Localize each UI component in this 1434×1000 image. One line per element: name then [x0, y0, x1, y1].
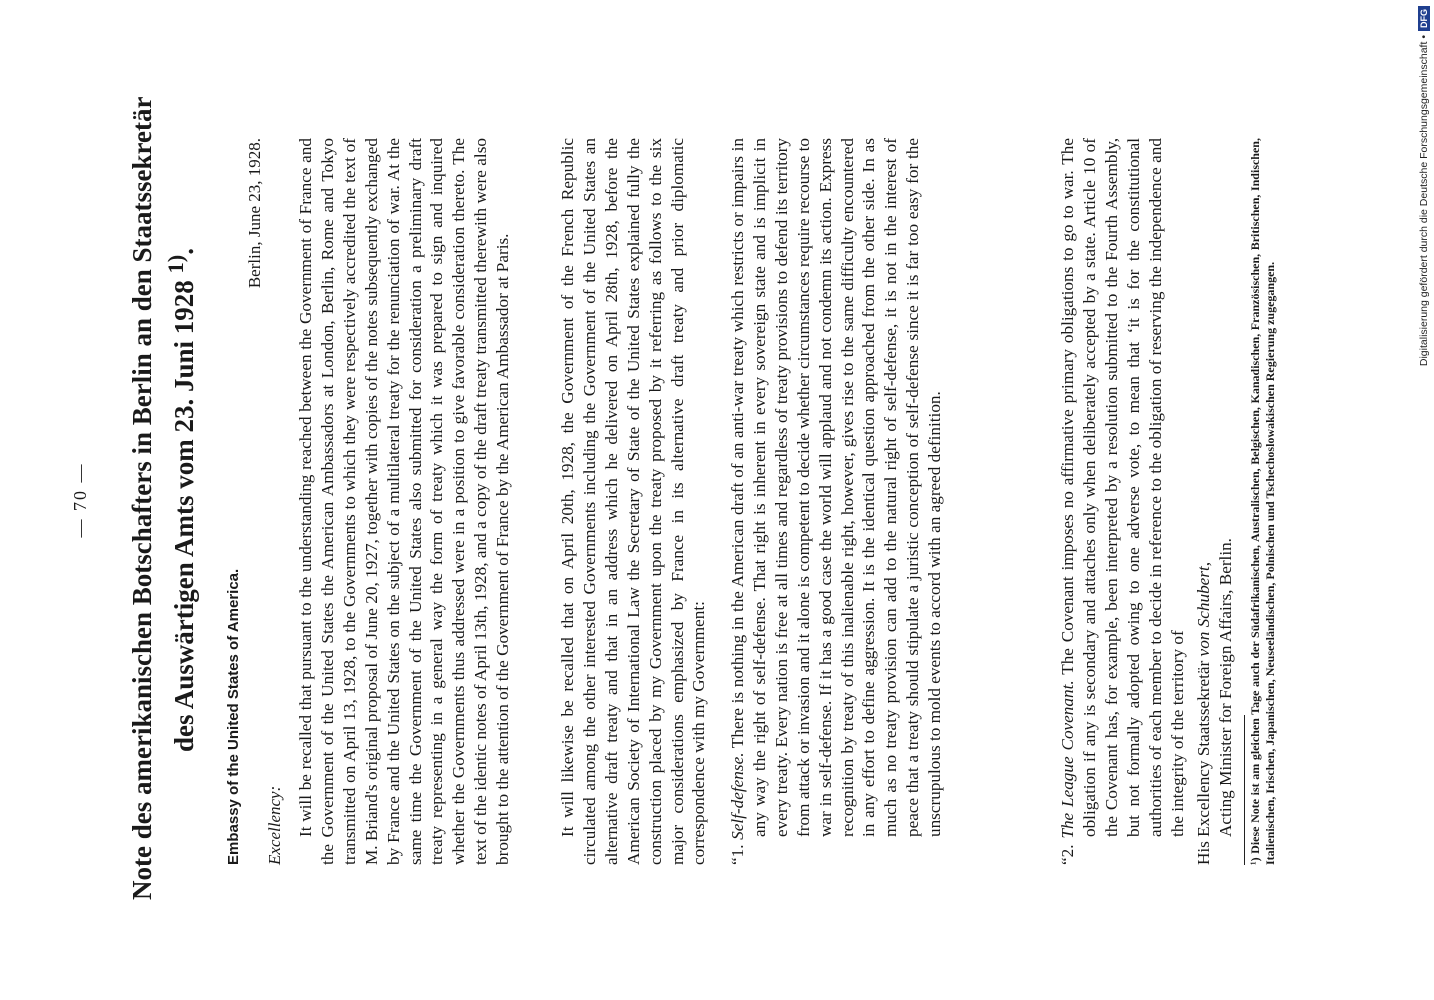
addressee-office: Acting Minister for Foreign Affairs, Berlin. [1216, 538, 1235, 837]
section-league-covenant [1057, 138, 1188, 865]
body-paragraph-1: It will be recalled that pursuant to the understanding reached between the Government of France and the Government of the United States the American Ambassadors at London, Berlin, Rome and Tokyo transmitted on April 13, 1928, to the Governments to which they were respectively accredited the text of M. Briand's original proposal of June 20, 1927, together with copies of the notes subsequently exchanged by France and the United States on the subject of a multilateral treaty for the renunciation of war. At the same time the Government of the United States also submitted for consideration a preliminary draft treaty representing in a general way the form of treaty which it was prepared to sign and inquired whether the Governments thus addressed were in a position to give favorable consideration thereto. The text of the identic notes of April 13th, 1928, and a copy of the draft treaty transmitted therewith were also brought to the attention of the Government of France by the American Ambassador at Paris. [296, 138, 513, 865]
addressee-line [1193, 538, 1215, 865]
credit-text: Digitalisierung gefördert durch die Deutsche Forschungsgemeinschaft • [1418, 35, 1430, 367]
addressee-surname: von Schubert, [1194, 561, 1213, 657]
title-line-2-text: des Auswärtigen Amts vom 23. Juni 1928 [169, 280, 199, 753]
embassy-heading: Embassy of the United States of America. [225, 568, 242, 865]
addressee-title: His Excellency Staatssekretär [1194, 660, 1213, 865]
section-1-number: “1. [728, 844, 747, 865]
section-2-topic: The League Covenant. [1058, 680, 1077, 839]
section-self-defense [727, 138, 946, 865]
title-line-1: Note des amerikanischen Botschafters in Berlin an den Staatssekretär [127, 96, 157, 900]
section-1-topic: Self-defense. [728, 752, 747, 840]
addressee-block [1193, 538, 1237, 865]
salutation: Excellency: [265, 785, 284, 865]
date-line: Berlin, June 23, 1928. [245, 138, 264, 289]
body-paragraph-2: It will likewise be recalled that on April 20th, 1928, the Government of the French Republic circulated among the other interested Governments including the Government of the United States an alternative draft treaty and that in an address which he delivered on April 28th, 1928, before the American Society of International Law the Secretary of State of the United States explained fully the construction placed by my Government upon the treaty proposed by it referring as follows to the six major considerations emphasized by France in its alternative draft treaty and prior diplomatic correspondence with my Government: [558, 138, 709, 865]
section-2-text: The Covenant imposes no affirmative primary obligations to go to war. The obligation if any is secondary and attaches only when deliberately accepted by a state. Article 10 of the Covenant has, for example, been interpreted by a resolution submitted to the Fourth Assembly, but not formally adopted owing to one adverse vote, to mean that ‘it is for the constitutional authorities of each member to decide in reference to the obligation of reserving the independence and the integrity of the territory of [1058, 138, 1187, 837]
page-number: — 70 — [70, 462, 90, 538]
title-footnote-marker: 1) [163, 254, 188, 274]
document-title [125, 96, 201, 900]
dfg-logo: DFG [1418, 6, 1430, 31]
title-end: . [169, 247, 199, 255]
footnote: ¹) Diese Note ist am gleichen Tage auch der Südafrikanischen, Australischen, Belgischen, Kanadischen, Französischen, Britischen, Indischen, Italienischen, Irischen, Japanischen, Neuseeländischen, Polnischen und Tschechoslowakischen Regierung zugegangen. [1248, 138, 1277, 865]
title-line-2 [159, 100, 201, 900]
section-2-number: “2. [1058, 844, 1077, 865]
section-1-text: There is nothing in the American draft of an anti-war treaty which restricts or impairs in any way the right of self-defense. That right is inherent in every sovereign state and is implicit in every treaty. Every nation is free at all times and regardless of treaty provisions to defend its territory from attack or invasion and it alone is competent to decide whether circumstances require recourse to war in self-defense. If it has a good case the world will applaud and not condemn its action. Express recognition by treaty of this inalienable right, however, gives rise to the same difficulty encountered in any effort to define aggression. It is the identical question approached from the other side. In as much as no treaty provision can add to the natural right of self-defense, it is not in the interest of peace that a treaty should stipulate a juristic conception of self-defense since it is far too easy for the unscrupulous to mold events to accord with an agreed definition. [728, 138, 945, 837]
digitization-credit [1413, 6, 1434, 396]
footnote-divider [1244, 715, 1245, 865]
